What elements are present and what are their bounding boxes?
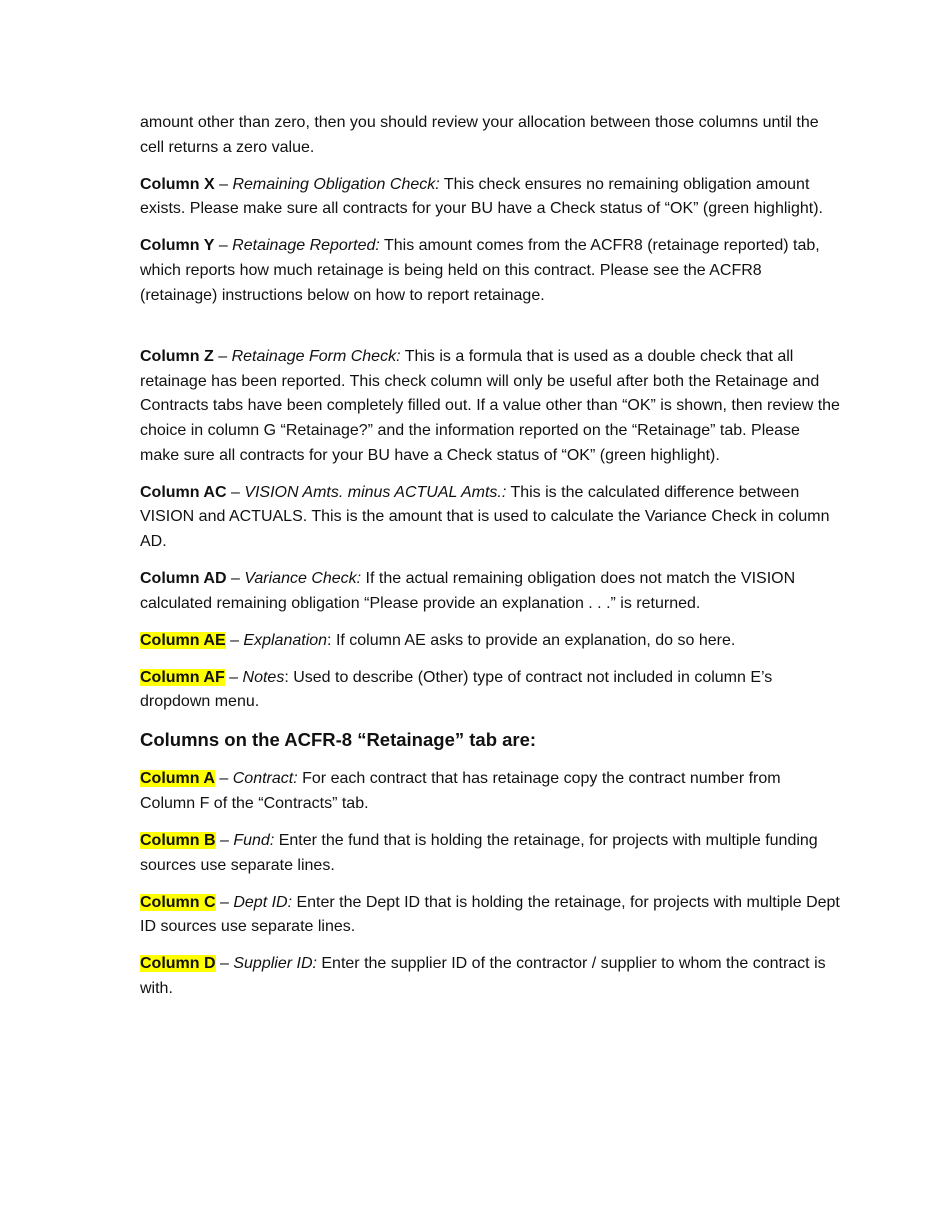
field-name: Explanation [243, 631, 328, 649]
paragraph-column-ae [140, 629, 840, 654]
field-name: Contract: [232, 770, 298, 788]
dash: – [225, 631, 244, 649]
paragraph-text: This amount comes from the ACFR8 (retainage reported) tab, which reports how much retainage is being held on this contract. Please see the ACFR8 (retainage) instructions below on how to report retainage. [140, 237, 820, 304]
column-label: Column X [140, 175, 215, 193]
field-name: Fund: [233, 832, 275, 850]
dash: – [215, 832, 234, 850]
dash: – [215, 955, 234, 973]
field-name: Notes [242, 668, 285, 686]
column-label-highlighted: Column AF [140, 668, 225, 686]
column-label-highlighted: Column D [140, 955, 216, 973]
paragraph-column-ac [140, 481, 840, 555]
paragraph-text: : Used to describe (Other) type of contract not included in column E’s dropdown menu. [140, 668, 773, 711]
paragraph-text: This is the calculated difference between VISION and ACTUALS. This is the amount that is used to calculate the Variance Check in column AD. [140, 483, 830, 550]
field-name: Remaining Obligation Check: [232, 175, 440, 193]
column-label-highlighted: Column C [140, 893, 216, 911]
column-label-highlighted: Column A [140, 770, 215, 788]
dash: – [215, 893, 234, 911]
dash: – [224, 668, 243, 686]
dash: – [214, 237, 233, 255]
dash: – [214, 770, 233, 788]
document-page [140, 111, 840, 1014]
field-name: Variance Check: [244, 569, 362, 587]
paragraph-continuation [140, 111, 840, 160]
column-label: Column Y [140, 237, 215, 255]
field-name: Supplier ID: [233, 955, 317, 973]
paragraph-column-d [140, 952, 840, 1001]
field-name: Retainage Reported: [232, 237, 380, 255]
dash: – [214, 175, 233, 193]
column-label-highlighted: Column B [140, 832, 216, 850]
paragraph-text: For each contract that has retainage copy the contract number from Column F of the “Contracts” tab. [140, 770, 781, 812]
section-heading: Columns on the ACFR-8 “Retainage” tab are: [140, 729, 537, 751]
paragraph-column-af [140, 666, 840, 715]
paragraph-column-z [140, 345, 840, 468]
paragraph-column-c [140, 891, 840, 940]
field-name: VISION Amts. minus ACTUAL Amts.: [244, 483, 507, 501]
column-label-highlighted: Column AE [140, 631, 226, 649]
field-name: Dept ID: [233, 893, 293, 911]
column-label: Column AC [140, 483, 227, 501]
paragraph-text: This check ensures no remaining obligation amount exists. Please make sure all contracts for your BU have a Check status of “OK” (green highlight). [140, 175, 823, 218]
paragraph-text: : If column AE asks to provide an explanation, do so here. [327, 631, 736, 649]
paragraph-column-b [140, 829, 840, 878]
column-label: Column AD [140, 569, 227, 587]
paragraph-text: Enter the Dept ID that is holding the retainage, for projects with multiple Dept ID sources use separate lines. [140, 893, 840, 936]
field-name: Retainage Form Check: [231, 348, 401, 366]
paragraph-text: If the actual remaining obligation does not match the VISION calculated remaining obligation “Please provide an explanation . . .” is returned. [140, 569, 796, 612]
column-label: Column Z [140, 348, 214, 366]
paragraph-text: Enter the fund that is holding the retainage, for projects with multiple funding sources use separate lines. [140, 832, 818, 874]
dash: – [226, 569, 245, 587]
paragraph-column-a [140, 767, 840, 816]
paragraph-column-ad [140, 567, 840, 616]
paragraph-column-y [140, 234, 840, 308]
paragraph-text: amount other than zero, then you should review your allocation between those columns until the cell returns a zero value. [140, 114, 819, 156]
paragraph-text: Enter the supplier ID of the contractor / supplier to whom the contract is with. [140, 955, 826, 998]
dash: – [226, 483, 245, 501]
paragraph-text: This is a formula that is used as a double check that all retainage has been reported. This check column will only be useful after both the Retainage and Contracts tabs have been completely filled out. If a value other than “OK” is shown, then review the choice in column G “Retainage?” and the information reported on the “Retainage” tab. Please make sure all contracts for your BU have a Check status of “OK” (green highlight). [140, 348, 840, 464]
dash: – [213, 348, 232, 366]
paragraph-column-x [140, 173, 840, 222]
